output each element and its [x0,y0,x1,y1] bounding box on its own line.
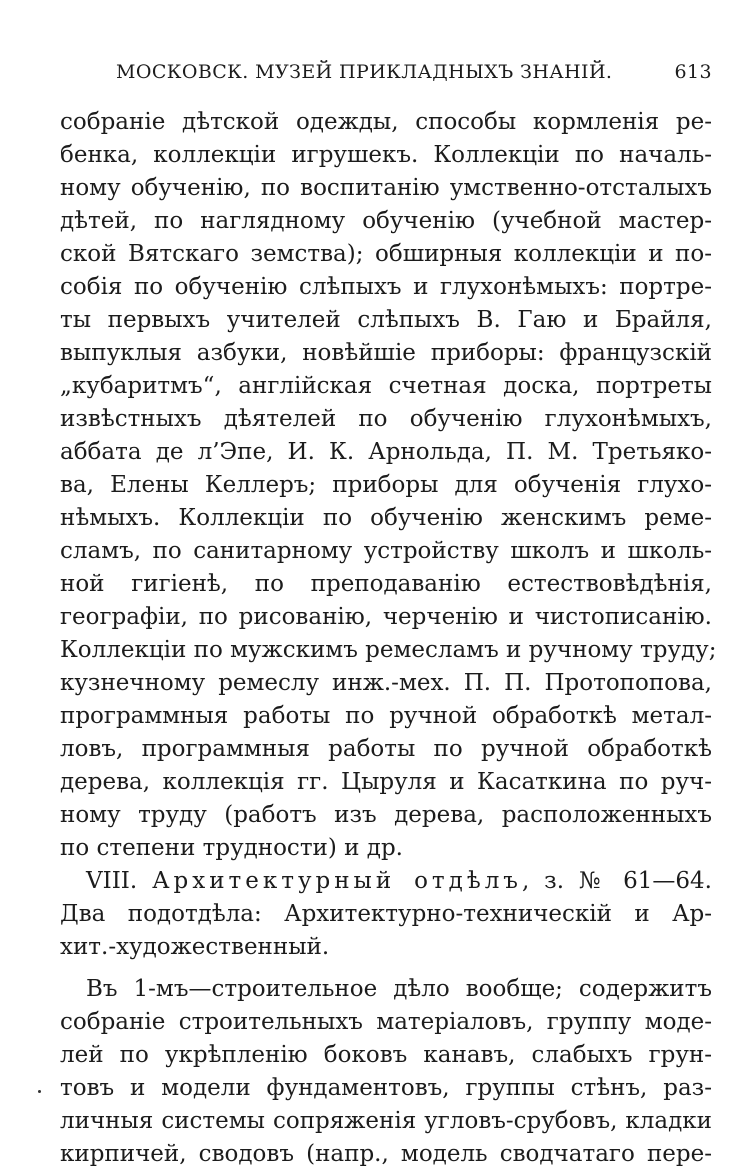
text-line: хит.-художественный. [60,934,330,960]
text-line: Коллекціи по мужскимъ ремесламъ и ручному труду; [60,637,717,663]
running-title: МОСКОВСК. МУЗЕЙ ПРИКЛАДНЫХЪ ЗНАНІЙ. [116,61,613,83]
text-line: географіи, по рисованію, черченію и чистописанію. [60,604,712,630]
section-name: Архитектурный отдѣлъ [152,868,522,894]
text-line: ной гигіенѣ, по преподаванію естествовѣдѣнія, [60,571,712,597]
text-line: нѣмыхъ. Коллекціи по обученію женскимъ реме- [60,505,712,531]
text-line: ва, Елены Келлеръ; приборы для обученія глухо- [60,472,712,498]
text-line: кирпичей, сводовъ (напр., модель сводчатаго пере- [60,1141,712,1167]
text-line: сламъ, по санитарному устройству школъ и школь- [60,538,712,564]
running-header [116,56,712,88]
text-line: Въ 1-мъ—строительное дѣло вообще; содержитъ [86,976,712,1002]
text-line: дерева, коллекція гг. Цыруля и Касаткина по руч- [60,769,712,795]
text-line: собія по обученію слѣпыхъ и глухонѣмыхъ: портре- [60,274,712,300]
text-line: ному обученію, по воспитанію умственно-отсталыхъ [60,175,712,201]
text-line: „кубаритмъ“, англійская счетная доска, портреты [60,373,712,399]
text-line: личныя системы сопряженія угловъ-срубовъ, кладки [60,1108,712,1134]
text-line: собраніе строительныхъ матеріаловъ, группу моде- [60,1009,712,1035]
text-line: по степени трудности) и др. [60,835,403,861]
text-line: бенка, коллекціи игрушекъ. Коллекціи по началь- [60,142,712,168]
page-number: 613 [674,61,712,83]
text-line: лей по укрѣпленію боковъ канавъ, слабыхъ грун- [60,1042,712,1068]
section-rooms: , з. № 61—64. [521,868,712,894]
section-title-line [86,865,712,898]
text-line: кузнечному ремеслу инж.-мех. П. П. Протопопова, [60,670,712,696]
text-line: аббата де л’Эпе, И. К. Арнольда, П. М. Третьяко- [60,439,712,465]
text-line: программныя работы по ручной обработкѣ метал- [60,703,712,729]
section-numeral: VIII. [86,868,138,894]
text-line: ному труду (работъ изъ дерева, расположенныхъ [60,802,712,828]
print-speck [38,1090,41,1093]
text-line: дѣтей, по наглядному обученію (учебной мастер- [60,208,712,234]
text-line: ской Вятскаго земства); обширныя коллекціи и по- [60,241,712,267]
text-line: товъ и модели фундаментовъ, группы стѣнъ, раз- [60,1075,712,1101]
text-line: Два подотдѣла: Архитектурно-техническій и Ар- [60,901,712,927]
text-line: собраніе дѣтской одежды, способы кормленія ре- [60,109,712,135]
text-line: извѣстныхъ дѣятелей по обученію глухонѣмыхъ, [60,406,712,432]
text-line: ловъ, программныя работы по ручной обработкѣ [60,736,712,762]
text-line: выпуклыя азбуки, новѣйшіе приборы: французскій [60,340,712,366]
text-line: ты первыхъ учителей слѣпыхъ В. Гаю и Брайля, [60,307,712,333]
